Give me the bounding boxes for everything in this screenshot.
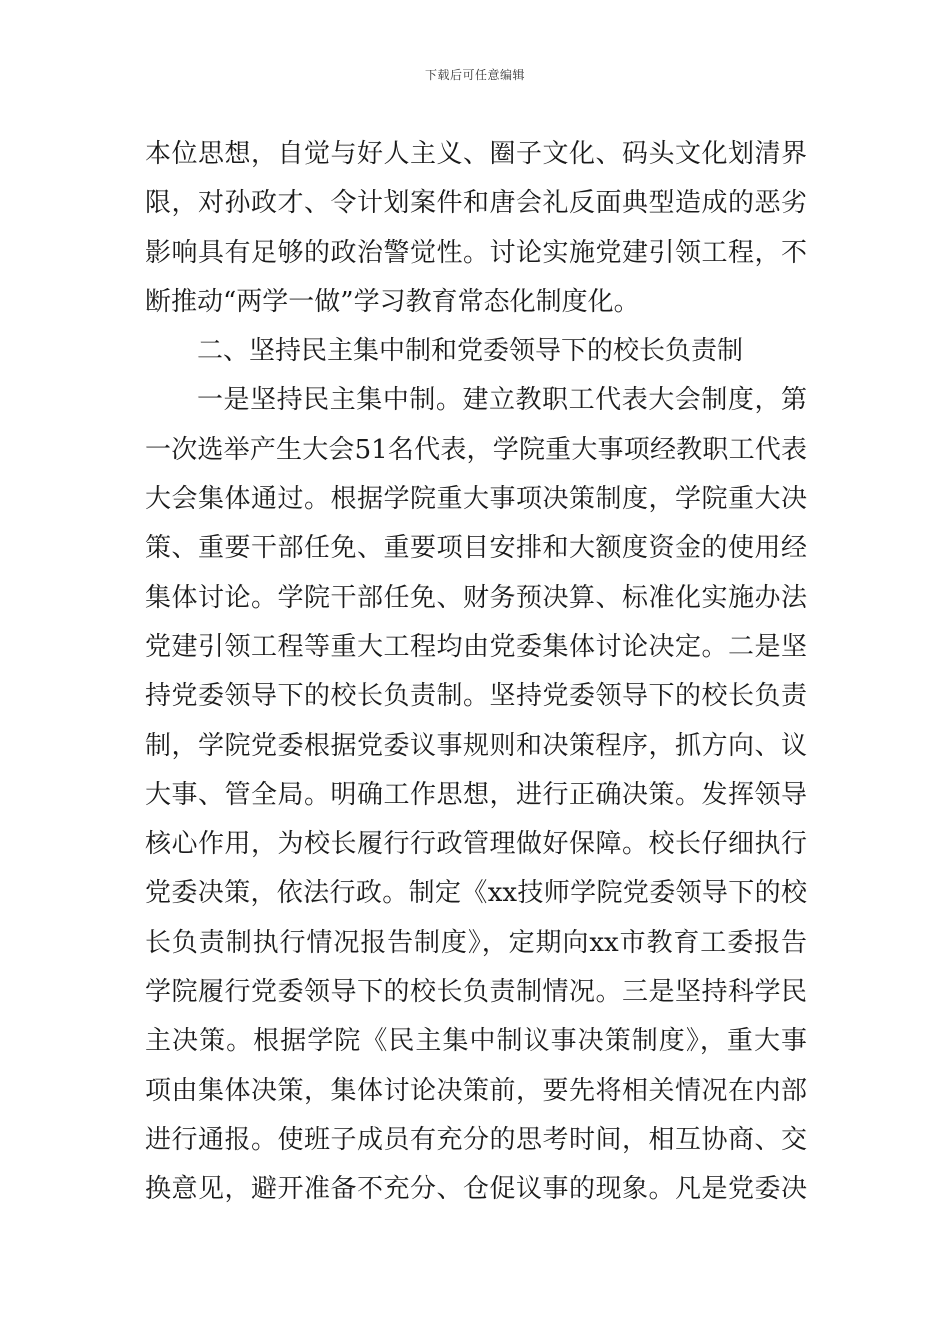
text-line: 大事、管全局。明确工作思想，进行正确决策。发挥领导 [145, 779, 807, 810]
text-line: 持党委领导下的校长负责制。坚持党委领导下的校长负责 [145, 681, 807, 712]
text-line: 大会集体通过。根据学院重大事项决策制度，学院重大决 [145, 484, 807, 515]
text-line: 本位思想，自觉与好人主义、圈子文化、码头文化划清界 [145, 139, 807, 169]
text-line: 断推动“两学一做”学习教育常态化制度化。 [145, 286, 640, 317]
text-line: 制，学院党委根据党委议事规则和决策程序，抓方向、议 [145, 730, 807, 761]
text-line: 一次选举产生大会51名代表，学院重大事项经教职工代表 [145, 434, 807, 465]
text-line: 换意见，避开准备不充分、仓促议事的现象。凡是党委决 [145, 1174, 807, 1205]
text-line: 项由集体决策，集体讨论决策前，要先将相关情况在内部 [145, 1075, 807, 1106]
text-line: 影响具有足够的政治警觉性。讨论实施党建引领工程，不 [145, 237, 807, 268]
text-line: 策、重要干部任免、重要项目安排和大额度资金的使用经 [145, 533, 807, 564]
text-line: 学院履行党委领导下的校长负责制情况。三是坚持科学民 [145, 977, 807, 1008]
paragraph-first-line: 一是坚持民主集中制。建立教职工代表大会制度，第 [197, 385, 807, 416]
text-line: 党委决策，依法行政。制定《xx技师学院党委领导下的校 [145, 878, 807, 909]
text-line: 主决策。根据学院《民主集中制议事决策制度》，重大事 [145, 1026, 807, 1057]
header-note: 下载后可任意编辑 [424, 68, 525, 82]
text-line: 党建引领工程等重大工程均由党委集体讨论决定。二是坚 [145, 631, 807, 662]
text-line: 集体讨论。学院干部任免、财务预决算、标准化实施办法 [145, 582, 807, 613]
text-line: 限，对孙政才、令计划案件和唐会礼反面典型造成的恶劣 [145, 188, 807, 219]
document-body [145, 130, 807, 1215]
text-line: 核心作用，为校长履行行政管理做好保障。校长仔细执行 [145, 829, 807, 860]
section-heading: 二、坚持民主集中制和党委领导下的校长负责制 [197, 336, 744, 367]
text-line: 进行通报。使班子成员有充分的思考时间，相互协商、交 [145, 1124, 807, 1155]
text-line: 长负责制执行情况报告制度》，定期向xx市教育工委报告 [145, 927, 807, 958]
